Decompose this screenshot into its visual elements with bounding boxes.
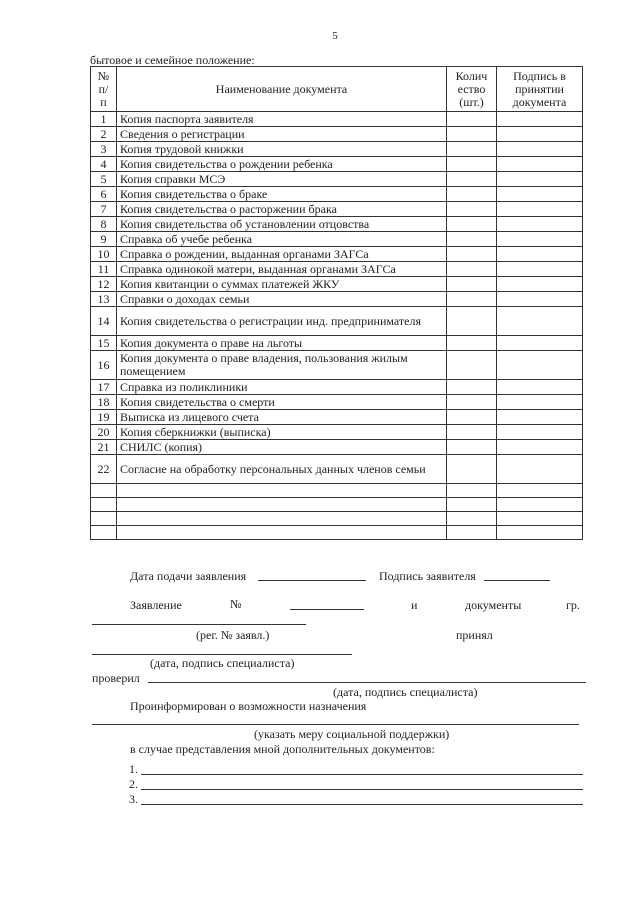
measure-hint: (указать меру социальной поддержки) xyxy=(254,727,450,741)
document-name: Справка из поликлиники xyxy=(117,380,447,395)
empty-row xyxy=(91,526,583,540)
quantity-cell[interactable] xyxy=(447,292,497,307)
extra-item-3-field[interactable] xyxy=(141,804,583,805)
signature-label: Подпись заявителя xyxy=(379,569,476,583)
document-name: Копия сберкнижки (выписка) xyxy=(117,425,447,440)
documents-label: документы xyxy=(465,598,522,612)
empty-cell[interactable] xyxy=(91,526,117,540)
quantity-cell[interactable] xyxy=(447,112,497,127)
date-label: Дата подачи заявления xyxy=(130,569,247,583)
table-row xyxy=(91,380,583,395)
empty-row xyxy=(91,484,583,498)
accepted-label: принял xyxy=(456,628,493,642)
date-field[interactable] xyxy=(258,580,366,581)
row-number: 15 xyxy=(91,336,117,351)
document-name: Копия трудовой книжки xyxy=(117,142,447,157)
table-row xyxy=(91,351,583,380)
signature-cell[interactable] xyxy=(497,142,583,157)
quantity-cell[interactable] xyxy=(447,380,497,395)
empty-cell[interactable] xyxy=(447,484,497,498)
checked-field[interactable] xyxy=(148,682,586,683)
row-number: 11 xyxy=(91,262,117,277)
table-row xyxy=(91,336,583,351)
quantity-cell[interactable] xyxy=(447,172,497,187)
document-name: Копия свидетельства о регистрации инд. предпринимателя xyxy=(117,307,447,336)
table-row xyxy=(91,262,583,277)
empty-cell[interactable] xyxy=(117,512,447,526)
empty-cell[interactable] xyxy=(497,526,583,540)
row-number: 5 xyxy=(91,172,117,187)
signature-cell[interactable] xyxy=(497,202,583,217)
row-number: 19 xyxy=(91,410,117,425)
quantity-cell[interactable] xyxy=(447,157,497,172)
header-document-name: Наименование документа xyxy=(117,67,447,112)
extra-item-1-label: 1. xyxy=(129,762,138,776)
quantity-cell[interactable] xyxy=(447,455,497,484)
table-row xyxy=(91,395,583,410)
document-name: Копия документа о праве владения, пользования жилым помещением xyxy=(117,351,447,380)
quantity-cell[interactable] xyxy=(447,277,497,292)
document-name: Выписка из лицевого счета xyxy=(117,410,447,425)
signature-cell[interactable] xyxy=(497,112,583,127)
document-name: Копия свидетельства о смерти xyxy=(117,395,447,410)
quantity-cell[interactable] xyxy=(447,187,497,202)
statement-number-field[interactable] xyxy=(290,609,364,610)
quantity-cell[interactable] xyxy=(447,232,497,247)
empty-cell[interactable] xyxy=(117,498,447,512)
empty-row xyxy=(91,512,583,526)
row-number: 7 xyxy=(91,202,117,217)
document-name: Справка о рождении, выданная органами ЗАГСа xyxy=(117,247,447,262)
specialist-hint-2: (дата, подпись специалиста) xyxy=(333,685,478,699)
quantity-cell[interactable] xyxy=(447,202,497,217)
informed-label: Проинформирован о возможности назначения xyxy=(130,699,367,713)
table-header-row xyxy=(91,67,583,112)
table-row xyxy=(91,172,583,187)
signature-cell[interactable] xyxy=(497,307,583,336)
table-row xyxy=(91,157,583,172)
signature-cell[interactable] xyxy=(497,351,583,380)
quantity-cell[interactable] xyxy=(447,217,497,232)
document-name: Копия свидетельства о браке xyxy=(117,187,447,202)
quantity-cell[interactable] xyxy=(447,425,497,440)
signature-cell[interactable] xyxy=(497,232,583,247)
row-number: 22 xyxy=(91,455,117,484)
document-name: Копия документа о праве на льготы xyxy=(117,336,447,351)
document-name: СНИЛС (копия) xyxy=(117,440,447,455)
accepted-field[interactable] xyxy=(92,654,352,655)
checked-label: проверил xyxy=(92,671,140,685)
documents-table xyxy=(90,66,583,540)
document-name: Справка об учебе ребенка xyxy=(117,232,447,247)
and-label: и xyxy=(411,598,418,612)
empty-cell[interactable] xyxy=(497,512,583,526)
row-number: 21 xyxy=(91,440,117,455)
signature-cell[interactable] xyxy=(497,425,583,440)
document-name: Копия справки МСЭ xyxy=(117,172,447,187)
document-name: Копия свидетельства о расторжении брака xyxy=(117,202,447,217)
row-number: 6 xyxy=(91,187,117,202)
signature-cell[interactable] xyxy=(497,127,583,142)
row-number: 8 xyxy=(91,217,117,232)
signature-cell[interactable] xyxy=(497,247,583,262)
table-row xyxy=(91,277,583,292)
quantity-cell[interactable] xyxy=(447,410,497,425)
page-number: 5 xyxy=(332,30,338,42)
empty-cell[interactable] xyxy=(117,484,447,498)
signature-cell[interactable] xyxy=(497,380,583,395)
row-number: 12 xyxy=(91,277,117,292)
document-name: Сведения о регистрации xyxy=(117,127,447,142)
reg-number-hint: (рег. № заявл.) xyxy=(196,628,270,642)
row-number: 2 xyxy=(91,127,117,142)
empty-cell[interactable] xyxy=(117,526,447,540)
signature-cell[interactable] xyxy=(497,157,583,172)
table-row xyxy=(91,142,583,157)
quantity-cell[interactable] xyxy=(447,142,497,157)
row-number: 4 xyxy=(91,157,117,172)
empty-cell[interactable] xyxy=(497,498,583,512)
signature-cell[interactable] xyxy=(497,336,583,351)
signature-cell[interactable] xyxy=(497,410,583,425)
extra-item-2-label: 2. xyxy=(129,777,138,791)
table-row xyxy=(91,127,583,142)
table-row xyxy=(91,112,583,127)
statement-label: Заявление xyxy=(130,598,182,612)
quantity-cell[interactable] xyxy=(447,247,497,262)
table-row xyxy=(91,410,583,425)
table-row xyxy=(91,247,583,262)
extra-item-2-field[interactable] xyxy=(141,789,583,790)
empty-cell[interactable] xyxy=(91,498,117,512)
intro-text: бытовое и семейное положение: xyxy=(90,53,255,67)
table-row xyxy=(91,440,583,455)
document-name: Копия квитанции о суммах платежей ЖКУ xyxy=(117,277,447,292)
extra-item-1-field[interactable] xyxy=(141,774,583,775)
quantity-cell[interactable] xyxy=(447,127,497,142)
table-row xyxy=(91,425,583,440)
empty-cell[interactable] xyxy=(447,526,497,540)
quantity-cell[interactable] xyxy=(447,440,497,455)
social-support-field[interactable] xyxy=(92,724,579,725)
table-row xyxy=(91,307,583,336)
row-number: 3 xyxy=(91,142,117,157)
table-body xyxy=(91,112,583,540)
empty-cell[interactable] xyxy=(91,484,117,498)
empty-cell[interactable] xyxy=(497,484,583,498)
row-number: 14 xyxy=(91,307,117,336)
row-number: 10 xyxy=(91,247,117,262)
table-row xyxy=(91,455,583,484)
quantity-cell[interactable] xyxy=(447,262,497,277)
document-name: Справка одинокой матери, выданная органами ЗАГСа xyxy=(117,262,447,277)
row-number: 17 xyxy=(91,380,117,395)
document-name: Справки о доходах семьи xyxy=(117,292,447,307)
extra-item-3-label: 3. xyxy=(129,792,138,806)
signature-cell[interactable] xyxy=(497,277,583,292)
empty-cell[interactable] xyxy=(447,498,497,512)
signature-cell[interactable] xyxy=(497,455,583,484)
signature-cell[interactable] xyxy=(497,172,583,187)
table-row xyxy=(91,232,583,247)
extra-docs-label: в случае представления мной дополнительных документов: xyxy=(130,742,435,756)
row-number: 16 xyxy=(91,351,117,380)
row-number: 13 xyxy=(91,292,117,307)
table-row xyxy=(91,187,583,202)
document-name: Копия паспорта заявителя xyxy=(117,112,447,127)
table-row xyxy=(91,292,583,307)
empty-row xyxy=(91,498,583,512)
quantity-cell[interactable] xyxy=(447,351,497,380)
header-signature: Подпись в принятии документа xyxy=(497,67,583,112)
document-name: Копия свидетельства об установлении отцовства xyxy=(117,217,447,232)
signature-cell[interactable] xyxy=(497,262,583,277)
number-sign: № xyxy=(230,597,242,611)
row-number: 18 xyxy=(91,395,117,410)
signature-cell[interactable] xyxy=(497,395,583,410)
empty-cell[interactable] xyxy=(447,512,497,526)
specialist-hint-1: (дата, подпись специалиста) xyxy=(150,656,295,670)
signature-field[interactable] xyxy=(484,580,550,581)
row-number: 20 xyxy=(91,425,117,440)
quantity-cell[interactable] xyxy=(447,395,497,410)
header-quantity: Колич ество (шт.) xyxy=(447,67,497,112)
signature-cell[interactable] xyxy=(497,440,583,455)
document-name: Копия свидетельства о рождении ребенка xyxy=(117,157,447,172)
citizen-label: гр. xyxy=(566,598,580,612)
row-number: 9 xyxy=(91,232,117,247)
quantity-cell[interactable] xyxy=(447,336,497,351)
table-row xyxy=(91,217,583,232)
empty-cell[interactable] xyxy=(91,512,117,526)
quantity-cell[interactable] xyxy=(447,307,497,336)
table-row xyxy=(91,202,583,217)
row-number: 1 xyxy=(91,112,117,127)
document-name: Согласие на обработку персональных данных членов семьи xyxy=(117,455,447,484)
signature-cell[interactable] xyxy=(497,217,583,232)
citizen-name-field[interactable] xyxy=(92,624,306,625)
header-number: № п/ п xyxy=(91,67,117,112)
signature-cell[interactable] xyxy=(497,292,583,307)
signature-cell[interactable] xyxy=(497,187,583,202)
